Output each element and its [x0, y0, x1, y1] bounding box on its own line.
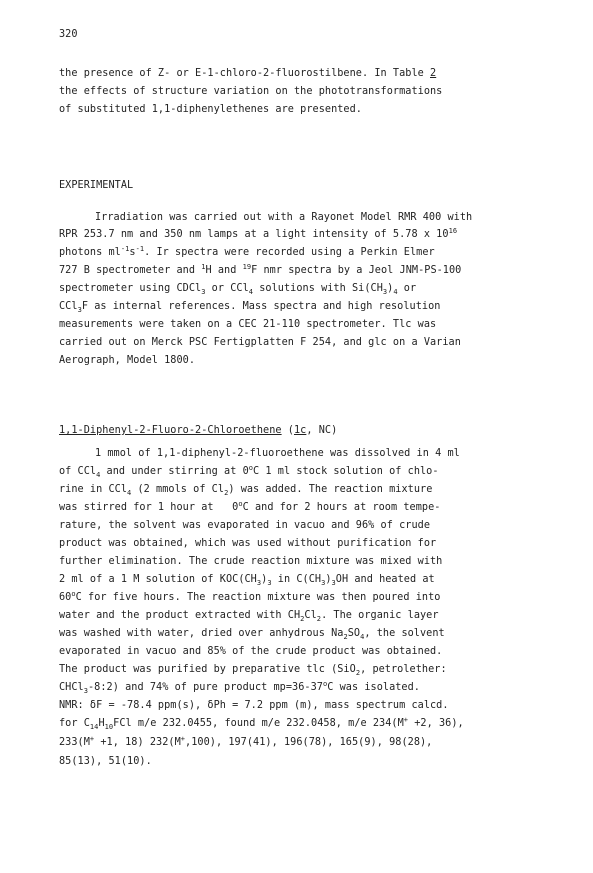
section-line-2: of CCl$_4$ and under stirring at 0$^o$C 1 ml stock solution of chlo- — [59, 464, 439, 479]
section-line-15: NMR: δF = -78.4 ppm(s), δPh = 7.2 ppm (m), mass spectrum calcd. — [59, 700, 449, 711]
section-line-10: water and the product extracted with $CH_2Cl_2$. The organic layer — [59, 610, 439, 623]
experimental-line-9: Aerograph, Model 1800. — [59, 355, 196, 366]
table-reference: 2 — [430, 68, 437, 79]
section-line-4: was stirred for 1 hour at 0$^o$C and for 2 hours at room tempe- — [59, 500, 441, 513]
section-line-17: 233(M+ +1, 18) 232(M+,100), 197(41), 196(78), 165(9), 98(28), — [59, 735, 433, 748]
section-line-6: product was obtained, which was used without purification for — [59, 538, 437, 549]
section-line-13: The product was purified by preparative tlc (SiO$_2$, petrolether: — [59, 664, 447, 677]
section-line-18: 85(13), 51(10). — [59, 756, 152, 767]
experimental-heading: EXPERIMENTAL — [59, 180, 134, 191]
intro-line-2: the effects of structure variation on the phototransformations — [59, 86, 443, 97]
page-number: 320 — [59, 29, 78, 40]
section-line-12: evaporated in vacuo and 85% of the crude product was obtained. — [59, 646, 443, 657]
experimental-line-1: Irradiation was carried out with a Rayonet Model RMR 400 with — [95, 212, 473, 223]
experimental-line-4: 727 B spectrometer and $^1$H and $^{19}$F nmr spectra by a Jeol JNM-PS-100 — [59, 263, 462, 276]
section-line-9: 60$^o$C for five hours. The reaction mixture was then poured into — [59, 590, 441, 603]
experimental-line-3: photons $ml^{-1}s^{-1}$. Ir spectra were recorded using a Perkin Elmer — [59, 245, 435, 258]
compound-reference: 1c — [293, 425, 307, 436]
experimental-line-5: spectrometer using CDCl$_3$ or CCl$_4$ solutions with $Si(CH_3)_4$ or — [59, 283, 417, 296]
section-line-7: further elimination. The crude reaction mixture was mixed with — [59, 556, 443, 567]
section-line-11: was washed with water, dried over anhydrous $Na_2SO_4$, the solvent — [59, 628, 445, 641]
intro-line-3: of substituted 1,1-diphenylethenes are presented. — [59, 104, 362, 115]
section-line-14: CHCl$_3$-8:2) and 74% of pure product $mp=36-37^oC$ was isolated. — [59, 680, 420, 695]
section-title: 1,1-Diphenyl-2-Fluoro-2-Chloroethene (1c, NC) — [59, 425, 338, 436]
intro-line-1: the presence of Z- or E-1-chloro-2-fluorostilbene. In Table 2 — [59, 68, 437, 79]
experimental-line-2: RPR 253.7 nm and 350 nm lamps at a light intensity of 5.78 x $10^{16}$ — [59, 227, 458, 240]
experimental-line-6: CCl$_3$F as internal references. Mass spectra and high resolution — [59, 301, 441, 314]
section-line-3: rine in CCl$_4$ (2 mmols of $Cl_2$) was added. The reaction mixture — [59, 484, 433, 497]
experimental-line-7: measurements were taken on a CEC 21-110 spectrometer. Tlc was — [59, 319, 437, 330]
section-line-16: for $C_{14}H_{10}FCl$ m/e 232.0455, found m/e 232.0458, m/e 234(M+ +2, 36), — [59, 716, 464, 731]
section-line-1: 1 mmol of 1,1-diphenyl-2-fluoroethene was dissolved in 4 ml — [95, 448, 460, 459]
section-line-5: rature, the solvent was evaporated in vacuo and 96% of crude — [59, 520, 431, 531]
section-line-8: 2 ml of a 1 M solution of $KOC(CH_3)_3$ in $C(CH_3)_3OH$ and heated at — [59, 574, 435, 587]
experimental-line-8: carried out on Merck PSC Fertigplatten F 254, and glc on a Varian — [59, 337, 461, 348]
